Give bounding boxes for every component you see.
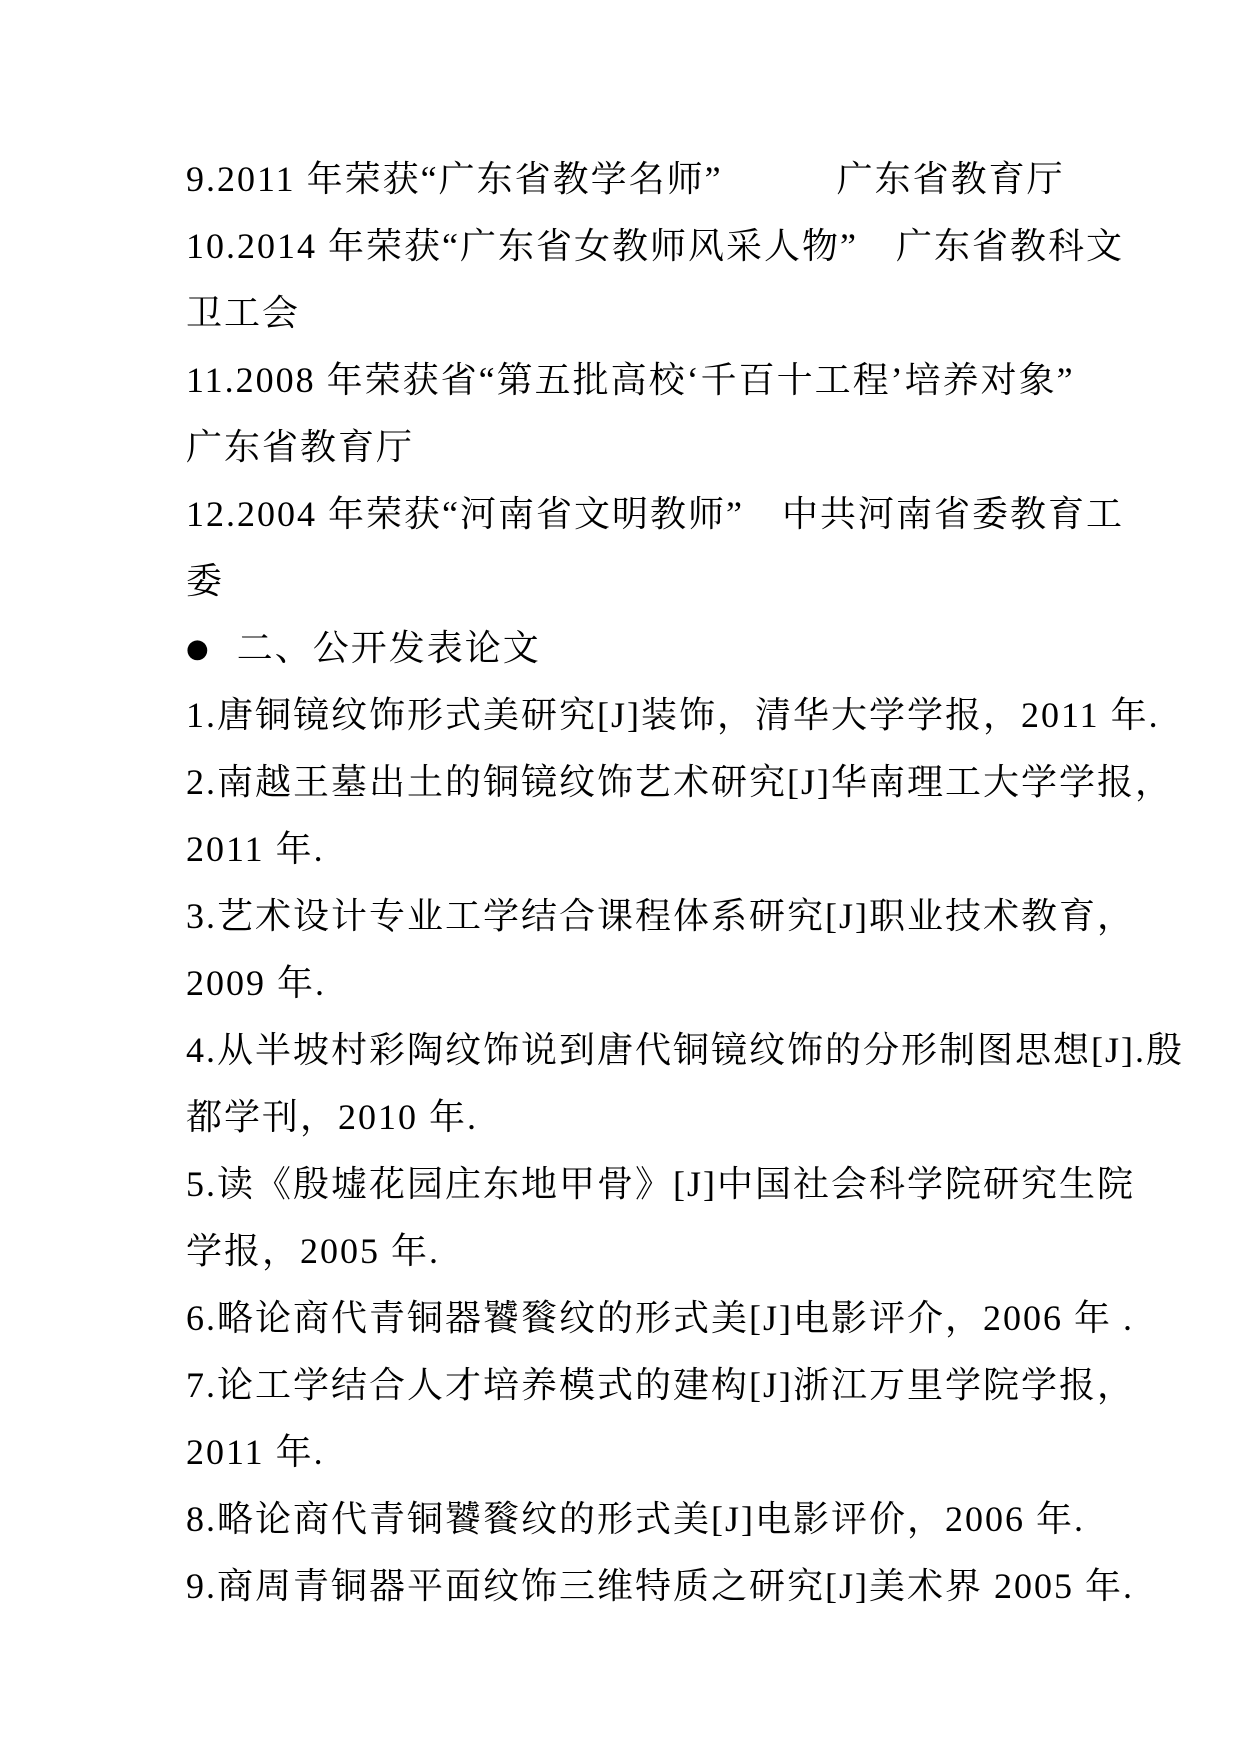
line-text: 7.论工学结合人才培养模式的建构[J]浙江万里学院学报， <box>186 1365 1135 1405</box>
text-line <box>186 816 1106 883</box>
line-text: 12.2004 年荣获“河南省文明教师” 中共河南省委教育工 <box>186 494 1124 534</box>
text-line <box>186 414 1106 481</box>
line-text: 4.从半坡村彩陶纹饰说到唐代铜镜纹饰的分形制图思想[J].殷 <box>186 1030 1184 1070</box>
line-text: 6.略论商代青铜器饕餮纹的形式美[J]电影评介，2006 年 . <box>186 1298 1134 1338</box>
line-text: 2009 年. <box>186 963 327 1003</box>
text-line <box>186 1084 1106 1151</box>
text-line <box>186 1553 1134 1620</box>
text-line <box>186 1285 1134 1352</box>
line-text: 9.商周青铜器平面纹饰三维特质之研究[J]美术界 2005 年. <box>186 1566 1134 1606</box>
line-text: 学报，2005 年. <box>186 1231 441 1271</box>
text-line <box>186 548 1106 615</box>
line-text: 2011 年. <box>186 1432 325 1472</box>
text-line <box>186 883 1135 950</box>
line-text: 卫工会 <box>186 293 301 333</box>
line-text: 2.南越王墓出土的铜镜纹饰艺术研究[J]华南理工大学学报， <box>186 762 1173 802</box>
line-text: 都学刊，2010 年. <box>186 1097 479 1137</box>
line-text: 1.唐铜镜纹饰形式美研究[J]装饰，清华大学学报，2011 年. <box>186 695 1160 735</box>
text-line <box>186 1017 1184 1084</box>
document-content <box>186 146 1184 1620</box>
text-line <box>186 1352 1135 1419</box>
text-line <box>186 213 1124 280</box>
text-line <box>186 682 1160 749</box>
text-line <box>186 749 1173 816</box>
section-heading <box>186 615 1106 682</box>
line-text: 2011 年. <box>186 829 325 869</box>
line-text: 9.2011 年荣获“广东省教学名师” 广东省教育厅 <box>186 159 1065 199</box>
text-line <box>186 950 1106 1017</box>
text-line <box>186 1151 1135 1218</box>
text-line <box>186 146 1106 213</box>
text-line <box>186 1218 1106 1285</box>
text-line <box>186 347 1106 414</box>
line-text: 委 <box>186 561 225 601</box>
line-text: 8.略论商代青铜饕餮纹的形式美[J]电影评价，2006 年. <box>186 1499 1085 1539</box>
text-line <box>186 1419 1106 1486</box>
line-text: 5.读《殷墟花园庄东地甲骨》[J]中国社会科学院研究生院 <box>186 1164 1135 1204</box>
text-line <box>186 481 1124 548</box>
line-text: 10.2014 年荣获“广东省女教师风采人物” 广东省教科文 <box>186 226 1124 266</box>
line-text: 11.2008 年荣获省“第五批高校‘千百十工程’培养对象” <box>186 360 1075 400</box>
line-text: 3.艺术设计专业工学结合课程体系研究[J]职业技术教育， <box>186 896 1135 936</box>
text-line <box>186 1486 1106 1553</box>
line-text: 广东省教育厅 <box>186 427 415 467</box>
text-line <box>186 280 1106 347</box>
bullet-icon: ● <box>186 633 211 664</box>
section-heading-text: 二、公开发表论文 <box>236 628 541 668</box>
